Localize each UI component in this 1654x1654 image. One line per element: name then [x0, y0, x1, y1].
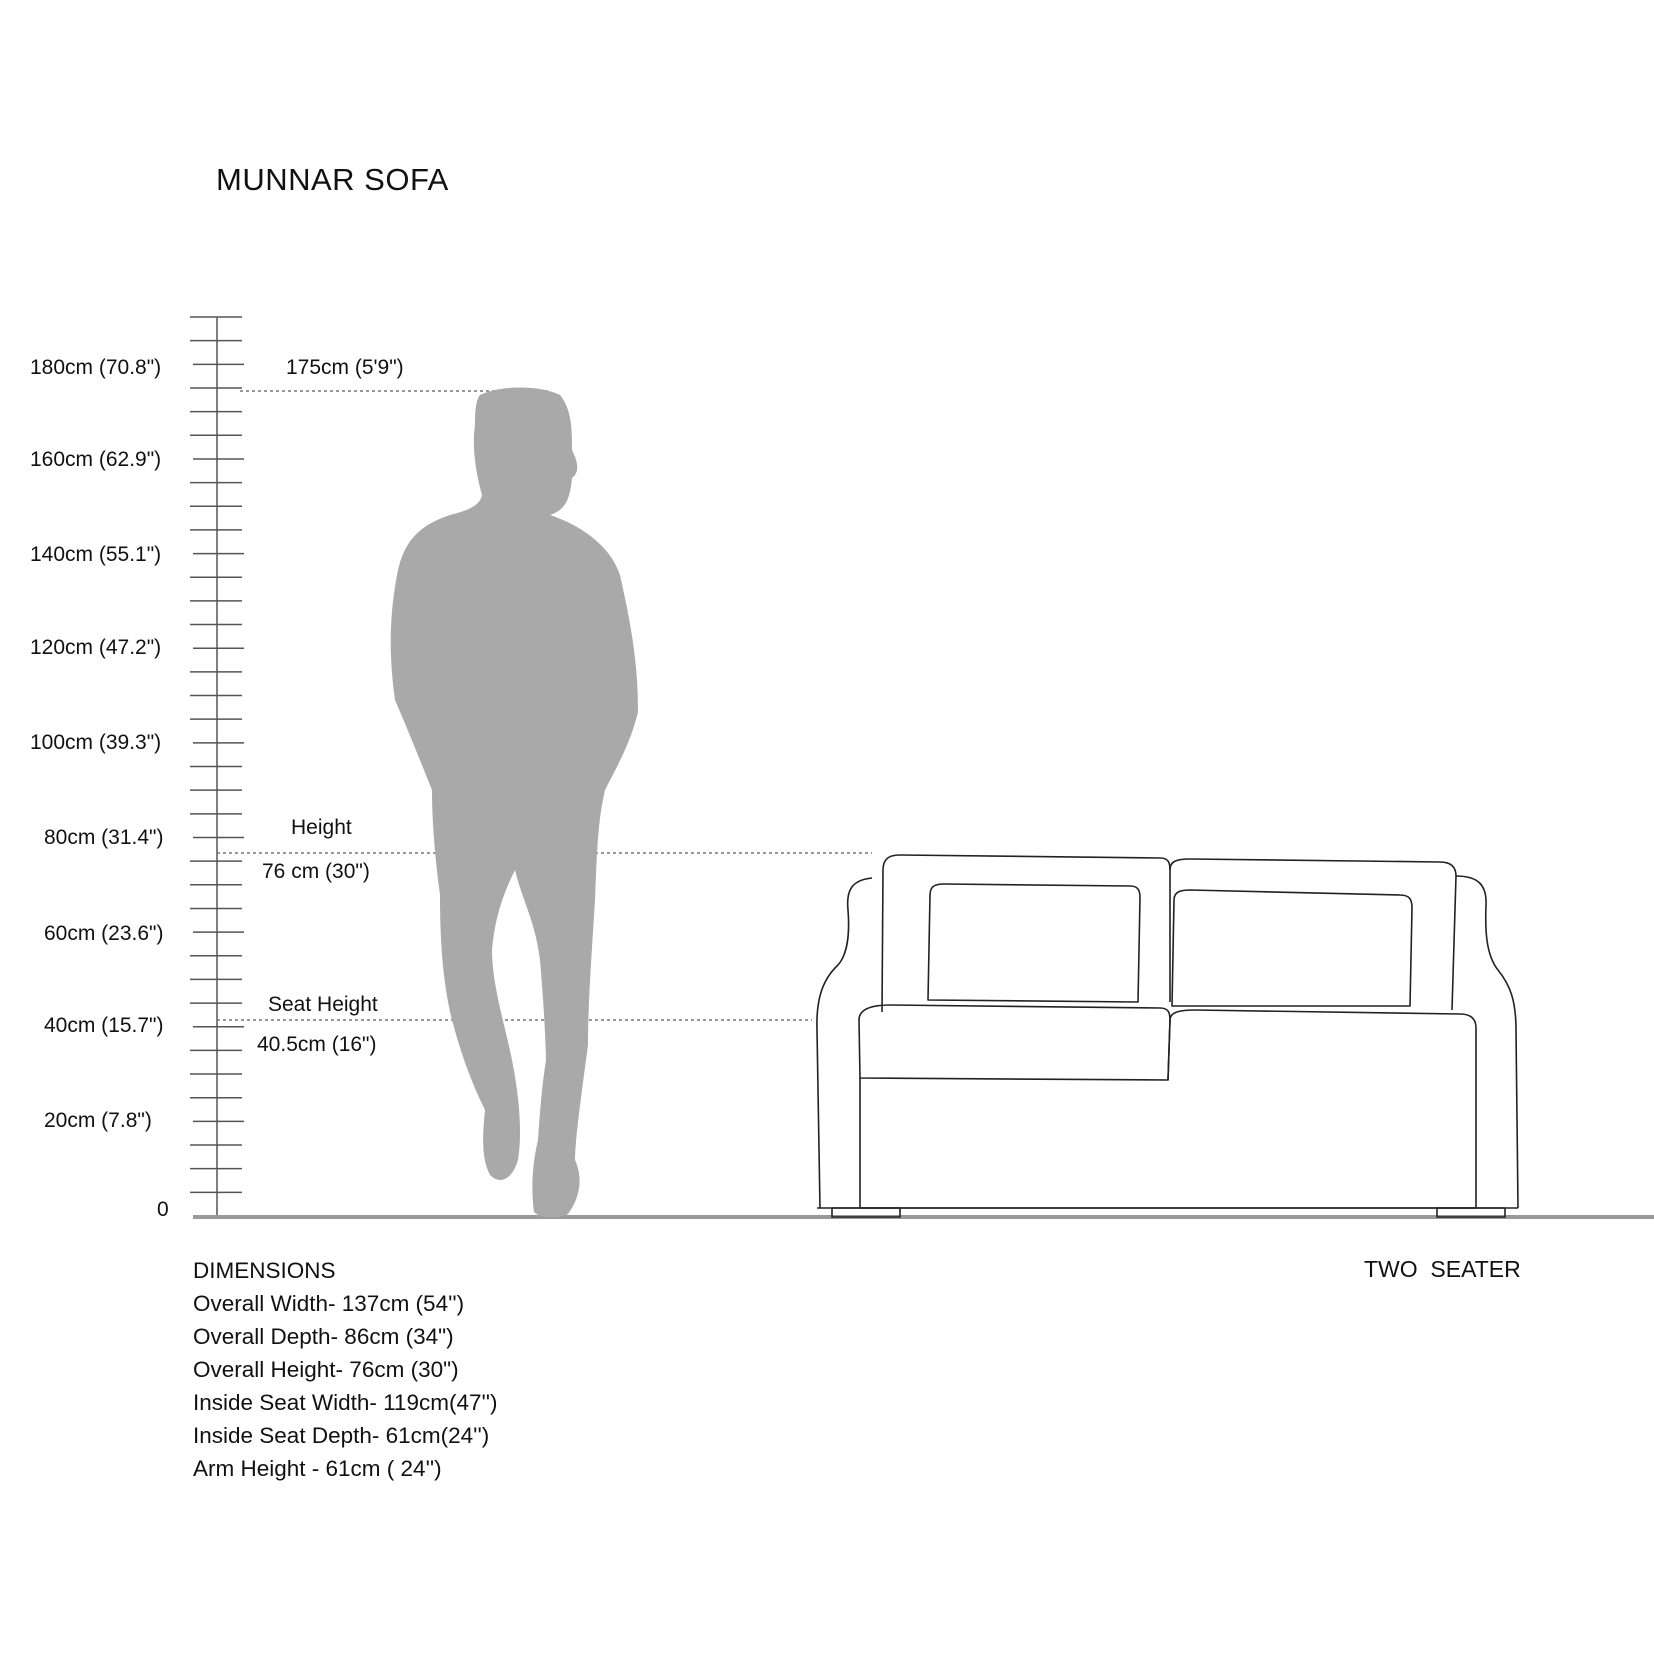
dimension-overall-depth: Overall Depth- 86cm (34")	[193, 1324, 454, 1349]
scale-label-160: 160cm (62.9")	[30, 448, 162, 471]
dimension-overall-width: Overall Width- 137cm (54'')	[193, 1291, 465, 1316]
seat-height-label: Seat Height	[268, 993, 378, 1016]
sofa-height-label: Height	[291, 816, 352, 839]
scale-label-20: 20cm (7.8")	[44, 1109, 152, 1132]
sofa-height-value: 76 cm (30")	[262, 860, 370, 883]
seat-height-value: 40.5cm (16")	[257, 1033, 377, 1056]
diagram-title: MUNNAR SOFA	[216, 162, 449, 197]
dimension-arm-height: Arm Height - 61cm ( 24'')	[193, 1456, 442, 1481]
dimensions-heading: DIMENSIONS	[193, 1258, 336, 1283]
scale-label-60: 60cm (23.6")	[44, 922, 164, 945]
height-scale	[190, 317, 244, 1216]
scale-label-180: 180cm (70.8")	[30, 356, 162, 379]
scale-label-140: 140cm (55.1")	[30, 543, 162, 566]
person-silhouette-icon	[391, 388, 638, 1218]
scale-label-0: 0	[157, 1198, 169, 1221]
sofa-outline	[817, 855, 1518, 1217]
dimension-inside-seat-width: Inside Seat Width- 119cm(47'')	[193, 1390, 498, 1415]
scale-label-80: 80cm (31.4")	[44, 826, 164, 849]
scale-label-40: 40cm (15.7")	[44, 1014, 164, 1037]
person-height-label: 175cm (5'9")	[286, 356, 404, 379]
scale-label-100: 100cm (39.3")	[30, 731, 162, 754]
product-caption: TWO SEATER	[1364, 1256, 1521, 1282]
scale-label-120: 120cm (47.2")	[30, 636, 162, 659]
dimensions-list	[193, 1254, 498, 1485]
dimension-inside-seat-depth: Inside Seat Depth- 61cm(24'')	[193, 1423, 490, 1448]
dimension-overall-height: Overall Height- 76cm (30")	[193, 1357, 459, 1382]
